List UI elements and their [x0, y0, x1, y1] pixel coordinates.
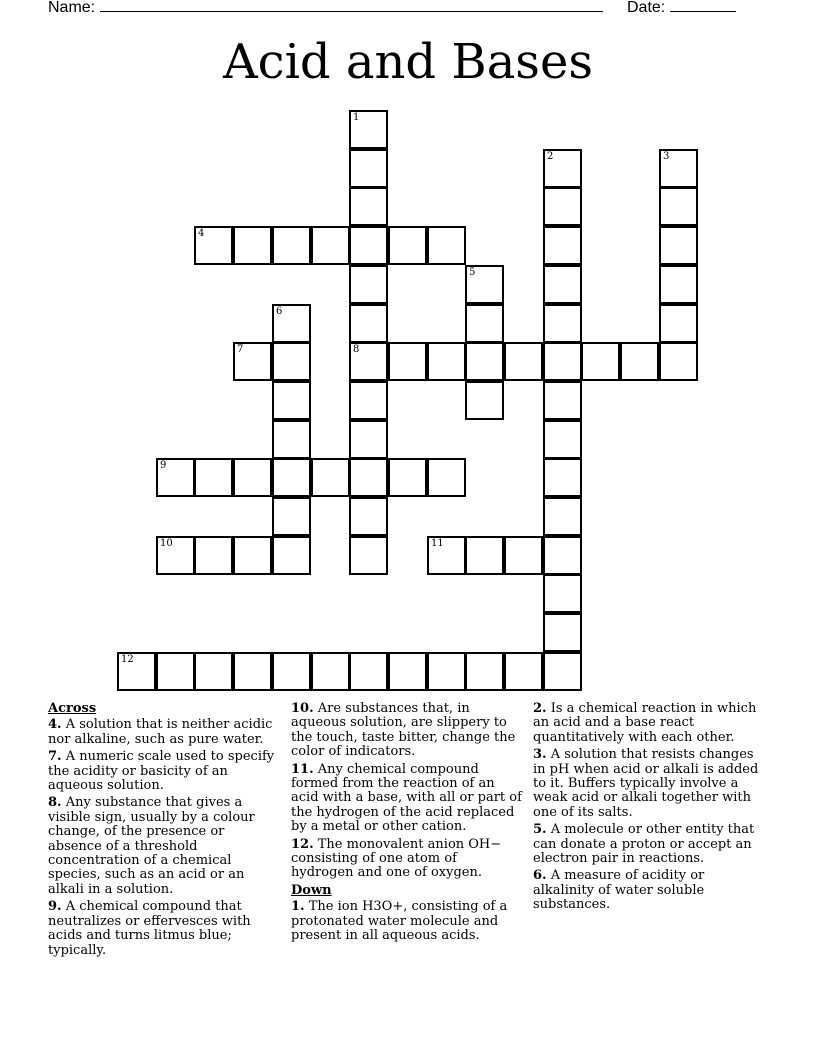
grid-cell[interactable] [349, 458, 388, 497]
clues-column-3 [533, 702, 765, 916]
grid-cell[interactable] [311, 458, 350, 497]
date-field [627, 0, 736, 18]
grid-cell[interactable] [427, 342, 466, 381]
clue-across-11: 11. Any chemical compound formed from the reaction of an acid with a base, with all or part of the hydrogen of the acid replaced by a metal or other cation. [291, 761, 522, 835]
grid-cell[interactable] [233, 652, 272, 691]
grid-cell[interactable] [233, 458, 272, 497]
grid-cell[interactable] [427, 536, 466, 575]
grid-cell[interactable] [543, 497, 582, 536]
grid-cell[interactable] [543, 381, 582, 420]
grid-cell[interactable] [272, 652, 311, 691]
grid-cell[interactable] [272, 420, 311, 459]
clue-number: 4 [198, 228, 205, 239]
grid-cell[interactable] [349, 536, 388, 575]
grid-cell[interactable] [349, 652, 388, 691]
grid-cell[interactable] [543, 458, 582, 497]
clues-column-2 [291, 702, 523, 947]
grid-cell[interactable] [543, 265, 582, 304]
grid-cell[interactable] [465, 342, 504, 381]
clue-down-5: 5. A molecule or other entity that can donate a proton or accept an electron pair in reactions. [533, 822, 755, 867]
grid-cell[interactable] [504, 536, 543, 575]
grid-cell[interactable] [427, 652, 466, 691]
clue-number: 5 [469, 267, 476, 278]
grid-cell[interactable] [388, 458, 427, 497]
grid-cell[interactable] [504, 652, 543, 691]
grid-cell[interactable] [427, 458, 466, 497]
grid-cell[interactable] [543, 342, 582, 381]
name-field [48, 0, 603, 18]
grid-cell[interactable] [388, 226, 427, 265]
grid-cell[interactable] [349, 342, 388, 381]
grid-cell[interactable] [272, 226, 311, 265]
grid-cell[interactable] [272, 497, 311, 536]
grid-cell[interactable] [117, 652, 156, 691]
clue-number: 1 [353, 112, 360, 123]
grid-cell[interactable] [349, 420, 388, 459]
grid-cell[interactable] [311, 226, 350, 265]
grid-cell[interactable] [156, 652, 195, 691]
grid-cell[interactable] [156, 458, 195, 497]
grid-cell[interactable] [349, 304, 388, 343]
grid-cell[interactable] [388, 652, 427, 691]
grid-cell[interactable] [388, 342, 427, 381]
grid-cell[interactable] [272, 536, 311, 575]
grid-cell[interactable] [465, 265, 504, 304]
clue-number: 10 [160, 538, 173, 549]
grid-cell[interactable] [194, 652, 233, 691]
grid-cell[interactable] [272, 381, 311, 420]
grid-cell[interactable] [504, 342, 543, 381]
grid-cell[interactable] [543, 304, 582, 343]
date-line[interactable] [670, 0, 736, 12]
grid-cell[interactable] [543, 149, 582, 188]
grid-cell[interactable] [543, 536, 582, 575]
clue-number: 9 [160, 460, 167, 471]
grid-cell[interactable] [581, 342, 620, 381]
grid-cell[interactable] [543, 574, 582, 613]
grid-cell[interactable] [349, 149, 388, 188]
clue-number: 6 [276, 306, 283, 317]
clue-across-8: 8. Any substance that gives a visible sign, usually by a colour change, of the presence or absence of a threshold concentration of a chemical species, such as an acid or an alkali in a solution. [48, 795, 255, 897]
grid-cell[interactable] [465, 652, 504, 691]
clue-down-6: 6. A measure of acidity or alkalinity of water soluble substances. [533, 868, 705, 913]
grid-cell[interactable] [272, 304, 311, 343]
name-line[interactable] [100, 0, 603, 12]
clue-number: 3 [663, 151, 670, 162]
grid-cell[interactable] [659, 226, 698, 265]
grid-cell[interactable] [349, 187, 388, 226]
grid-cell[interactable] [349, 497, 388, 536]
grid-cell[interactable] [543, 420, 582, 459]
grid-cell[interactable] [659, 304, 698, 343]
clue-number: 7 [237, 344, 244, 355]
grid-cell[interactable] [194, 536, 233, 575]
clue-down-1: 1. The ion H3O+, consisting of a protonated water molecule and present in all aqueous acids. [291, 899, 508, 944]
grid-cell[interactable] [620, 342, 659, 381]
clue-across-7: 7. A numeric scale used to specify the acidity or basicity of an aqueous solution. [48, 749, 275, 794]
across-heading: Across [48, 701, 97, 716]
clue-number: 11 [431, 538, 444, 549]
clue-number: 12 [121, 654, 134, 665]
clues-column-1 [48, 702, 280, 961]
grid-cell[interactable] [465, 381, 504, 420]
grid-cell[interactable] [427, 226, 466, 265]
grid-cell[interactable] [465, 304, 504, 343]
grid-cell[interactable] [465, 536, 504, 575]
grid-cell[interactable] [194, 226, 233, 265]
grid-cell[interactable] [194, 458, 233, 497]
grid-cell[interactable] [233, 342, 272, 381]
clue-across-9: 9. A chemical compound that neutralizes or effervesces with acids and turns litmus blue; typically. [48, 899, 251, 958]
clue-across-12: 12. The monovalent anion OH− consisting of one atom of hydrogen and one of oxygen. [291, 836, 502, 881]
grid-cell[interactable] [349, 110, 388, 149]
grid-cell[interactable] [349, 381, 388, 420]
grid-cell[interactable] [659, 265, 698, 304]
date-label: Date: [627, 0, 666, 16]
clue-across-10: 10. Are substances that, in aqueous solution, are slippery to the touch, taste bitter, change the color of indicators. [291, 701, 516, 760]
clue-down-3: 3. A solution that resists changes in pH when acid or alkali is added to it. Buffers typically involve a weak acid or alkali together with one of its salts. [533, 747, 759, 820]
grid-cell[interactable] [659, 149, 698, 188]
grid-cell[interactable] [659, 342, 698, 381]
grid-cell[interactable] [272, 458, 311, 497]
grid-cell[interactable] [349, 226, 388, 265]
grid-cell[interactable] [233, 536, 272, 575]
grid-cell[interactable] [543, 226, 582, 265]
clue-across-4: 4. A solution that is neither acidic nor alkaline, such as pure water. [48, 717, 273, 747]
grid-cell[interactable] [349, 265, 388, 304]
clue-number: 8 [353, 344, 360, 355]
down-heading: Down [291, 882, 332, 898]
grid-cell[interactable] [659, 187, 698, 226]
grid-cell[interactable] [156, 536, 195, 575]
grid-cell[interactable] [233, 226, 272, 265]
grid-cell[interactable] [272, 342, 311, 381]
clue-number: 2 [547, 151, 554, 162]
grid-cell[interactable] [543, 613, 582, 652]
grid-cell[interactable] [543, 187, 582, 226]
grid-cell[interactable] [311, 652, 350, 691]
grid-cell[interactable] [543, 652, 582, 691]
clue-down-2: 2. Is a chemical reaction in which an acid and a base react quantitatively with each other. [533, 701, 757, 745]
name-label: Name: [48, 0, 96, 16]
page-title: Acid and Bases [223, 34, 593, 90]
